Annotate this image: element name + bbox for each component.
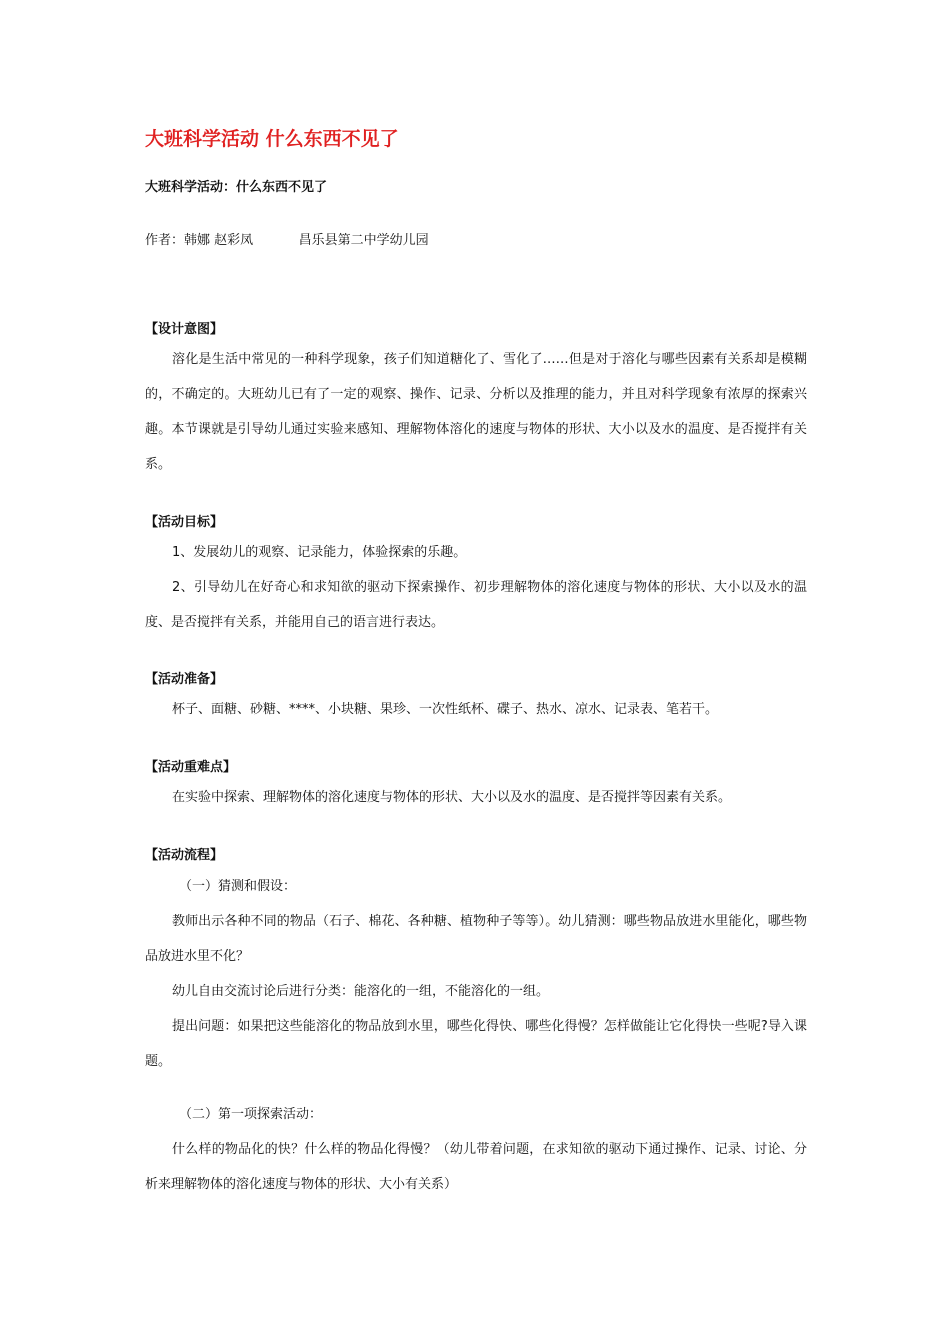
paragraph-key-points: 在实验中探索、理解物体的溶化速度与物体的形状、大小以及水的温度、是否搅拌等因素有关系。 [172, 790, 732, 805]
paragraph-process-2: 幼儿自由交流讨论后进行分类：能溶化的一组，不能溶化的一组。 [172, 984, 550, 999]
heading-activity-prep: 【活动准备】 [145, 672, 224, 687]
paragraph-process-3: 提出问题：如果把这些能溶化的物品放到水里，哪些化得快、哪些化得慢？怎样做能让它化得快一些呢?导入课题。 [145, 1019, 807, 1069]
heading-key-points: 【活动重难点】 [145, 760, 237, 775]
paragraph-design-intent: 溶化是生活中常见的一种科学现象，孩子们知道糖化了、雪化了……但是对于溶化与哪些因素有关系却是模糊的，不确定的。大班幼儿已有了一定的观察、操作、记录、分析以及推理的能力，并且对科学现象有浓厚的探索兴趣。本节课就是引导幼儿通过实验来感知、理解物体溶化的速度与物体的形状、大小以及水的温度、是否搅拌有关系。 [145, 352, 807, 472]
process-step-1-heading: （一）猜测和假设： [179, 879, 297, 894]
paragraph-process-4: 什么样的物品化的快？什么样的物品化得慢？（幼儿带着问题，在求知欲的驱动下通过操作、记录、讨论、分析来理解物体的溶化速度与物体的形状、大小有关系） [145, 1142, 807, 1192]
heading-design-intent: 【设计意图】 [145, 322, 224, 337]
document-title: 大班科学活动 什么东西不见了 [145, 128, 399, 150]
paragraph-prep: 杯子、面糖、砂糖、****、小块糖、果珍、一次性纸杯、碟子、热水、凉水、记录表、笔若干。 [172, 702, 719, 717]
process-step-2-heading: （二）第一项探索活动： [179, 1107, 323, 1122]
heading-activity-process: 【活动流程】 [145, 848, 224, 863]
author-line: 作者：韩娜 赵彩凤 昌乐县第二中学幼儿园 [145, 233, 429, 248]
paragraph-goal-2: 2、引导幼儿在好奇心和求知欲的驱动下探索操作、初步理解物体的溶化速度与物体的形状、大小以及水的温度、是否搅拌有关系，并能用自己的语言进行表达。 [145, 580, 807, 630]
document-subtitle: 大班科学活动：什么东西不见了 [145, 180, 328, 195]
paragraph-process-1: 教师出示各种不同的物品（石子、棉花、各种糖、植物种子等等）。幼儿猜测：哪些物品放进水里能化，哪些物品放进水里不化？ [145, 914, 807, 964]
paragraph-goal-1: 1、发展幼儿的观察、记录能力，体验探索的乐趣。 [172, 545, 467, 560]
heading-activity-goals: 【活动目标】 [145, 515, 224, 530]
